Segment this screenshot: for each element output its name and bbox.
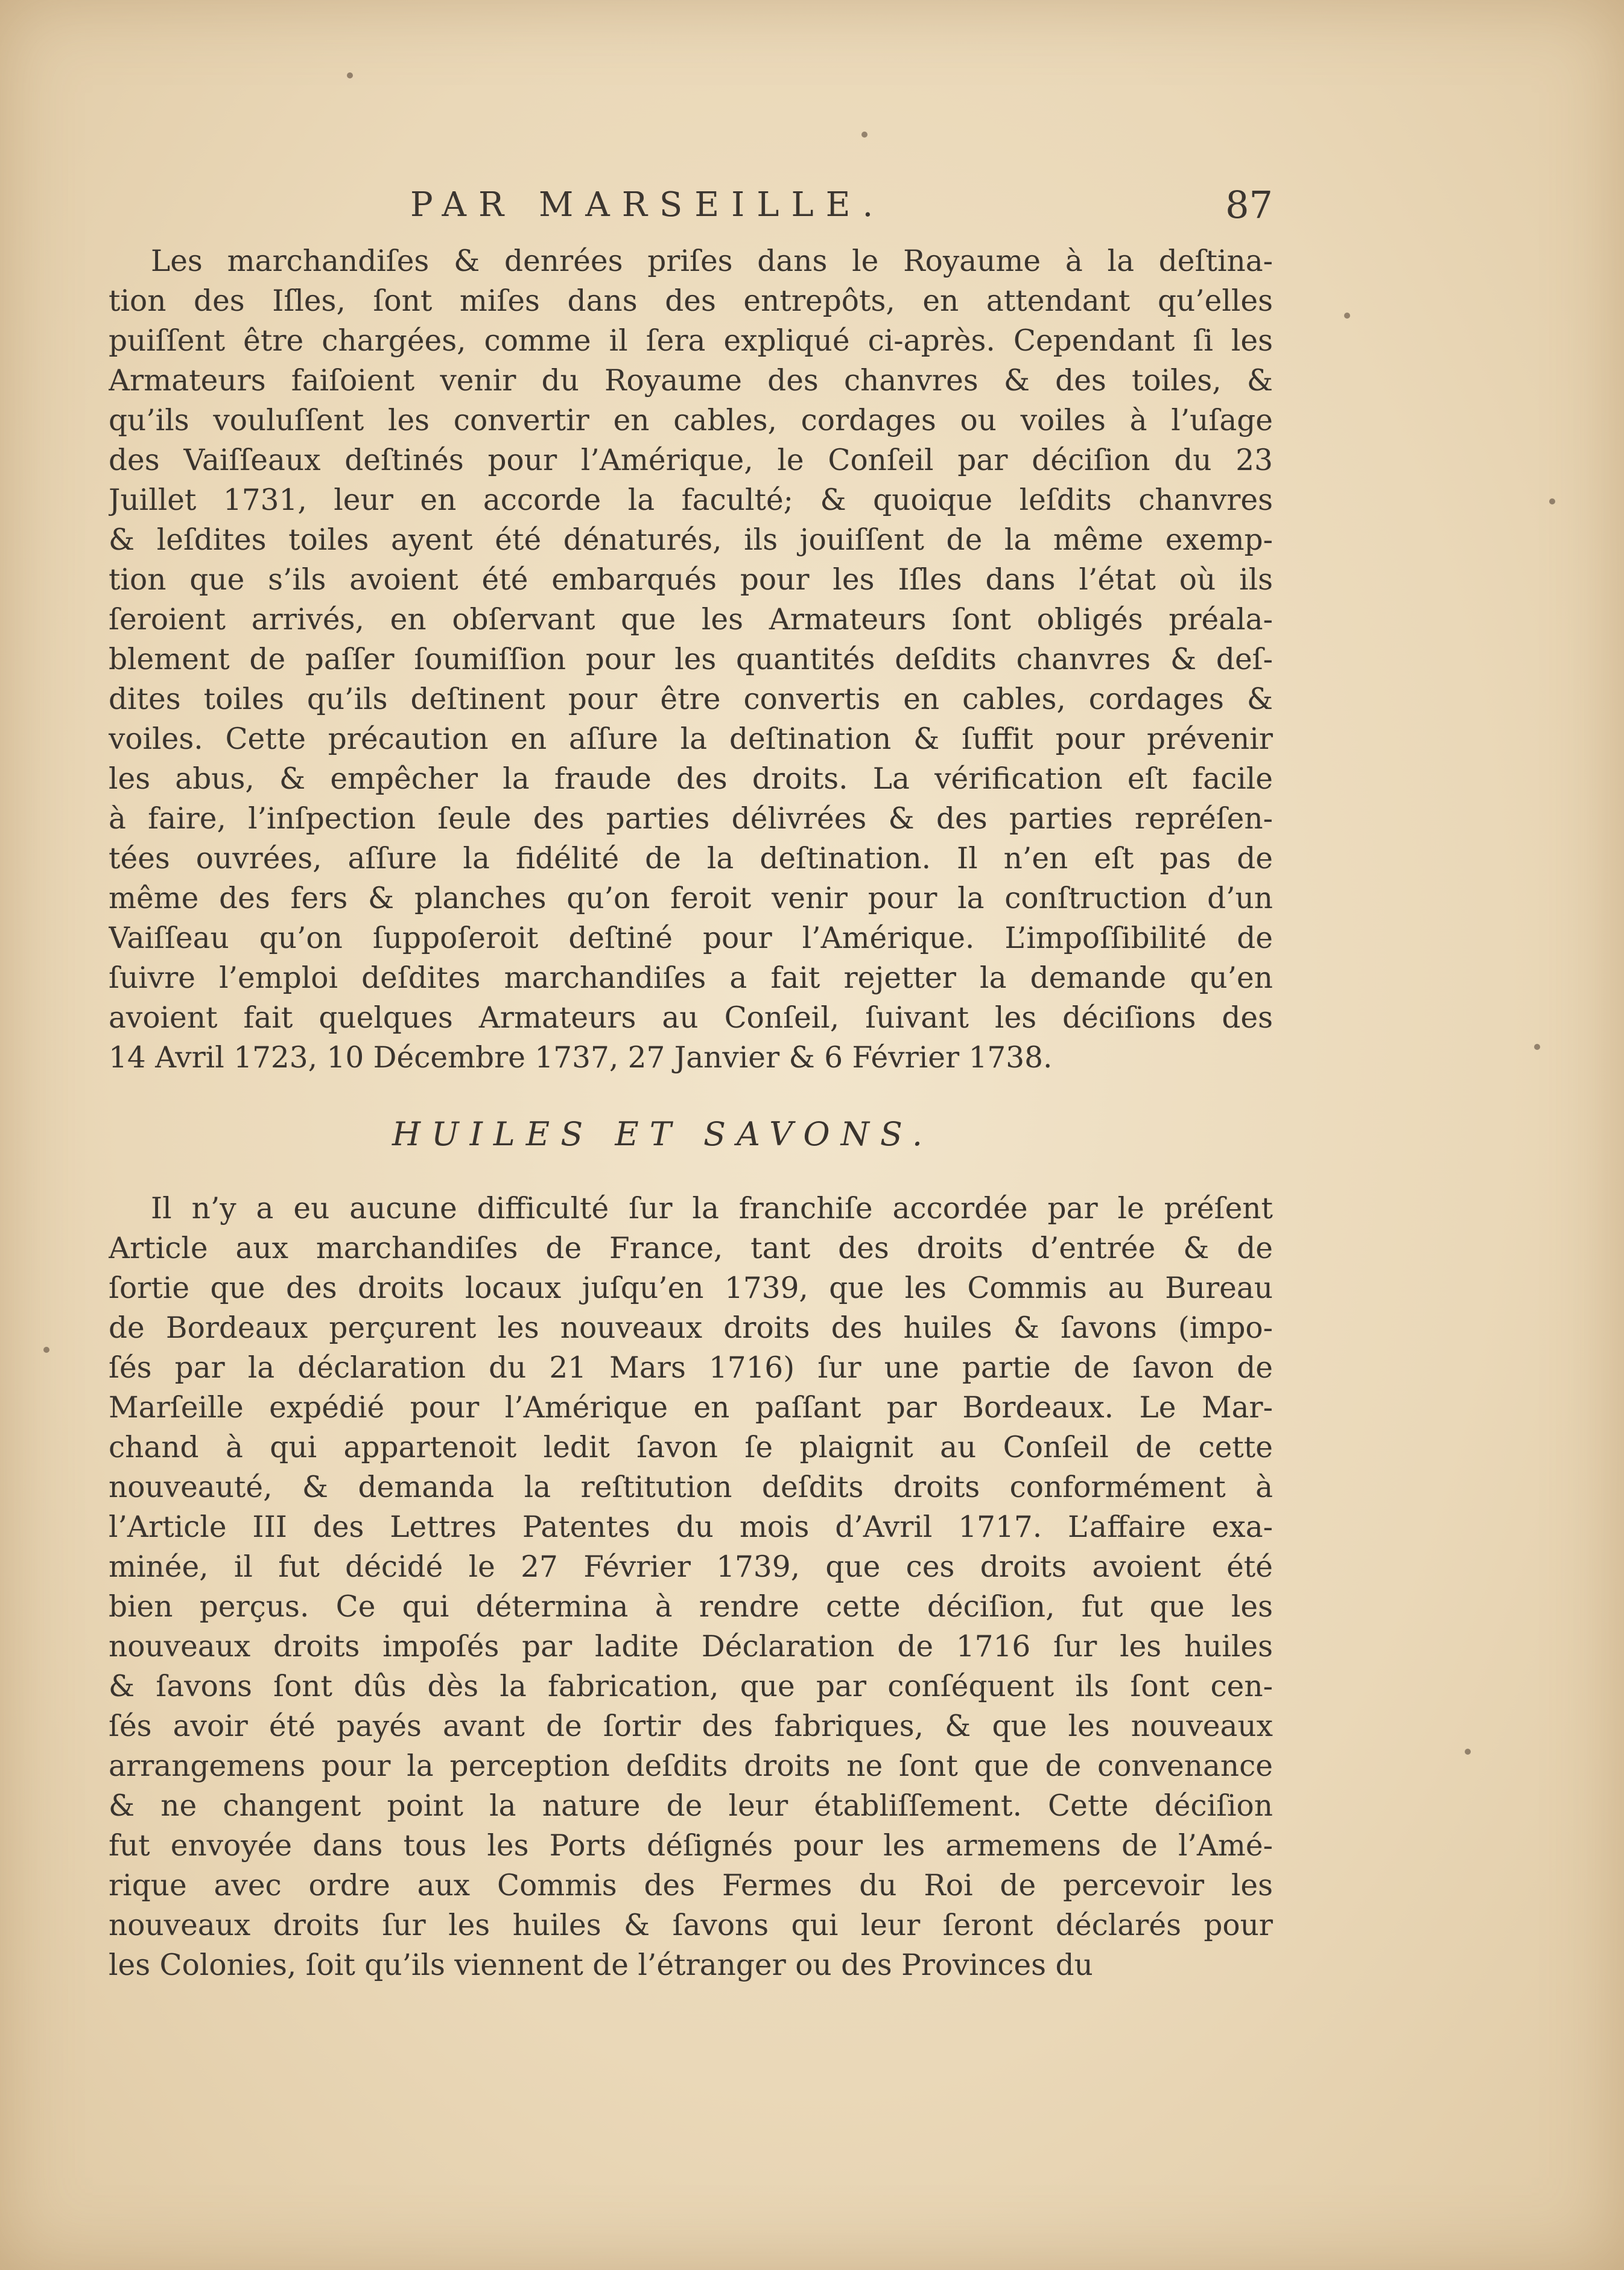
text-line: voiles. Cette précaution en aſſure la deſtination & ſuffit pour prévenir — [109, 722, 1273, 756]
text-line: tées ouvrées, aſſure la fidélité de la deſtination. Il n’en eſt pas de — [109, 842, 1273, 876]
text-line: ſés par la déclaration du 21 Mars 1716) ſur une partie de ſavon de — [109, 1351, 1273, 1385]
paper-speck — [347, 72, 353, 78]
text-line: tion que s’ils avoient été embarqués pour les Iſles dans l’état où ils — [109, 563, 1273, 597]
text-line: Il n’y a eu aucune difficulté ſur la franchiſe accordée par le préſent — [151, 1192, 1273, 1226]
text-line: minée, il fut décidé le 27 Février 1739, que ces droits avoient été — [109, 1550, 1273, 1584]
text-line: Marſeille expédié pour l’Amérique en paſſant par Bordeaux. Le Mar- — [109, 1391, 1273, 1425]
text-line: rique avec ordre aux Commis des Fermes du Roi de percevoir les — [109, 1869, 1273, 1903]
text-line: 14 Avril 1723, 10 Décembre 1737, 27 Janvier & 6 Février 1738. — [109, 1041, 1053, 1075]
text-line: dites toiles qu’ils deſtinent pour être convertis en cables, cordages & — [109, 682, 1273, 716]
text-line: ſuivre l’emploi deſdites marchandiſes a fait rejetter la demande qu’en — [109, 961, 1273, 995]
paper-speck — [1534, 1044, 1540, 1050]
text-line: chand à qui appartenoit ledit ſavon ſe plaignit au Conſeil de cette — [109, 1431, 1273, 1464]
text-line: qu’ils vouluſſent les convertir en cables, cordages ou voiles à l’uſage — [109, 404, 1273, 437]
page-number: 87 — [1225, 183, 1273, 227]
text-line: Juillet 1731, leur en accorde la faculté; & quoique leſdits chanvres — [109, 483, 1273, 517]
text-line: fut envoyée dans tous les Ports déſignés pour les armemens de l’Amé- — [109, 1829, 1273, 1863]
text-line: nouveauté, & demanda la reſtitution deſdits droits conformément à — [109, 1470, 1273, 1504]
paragraph-1 — [109, 241, 1273, 1078]
paper-speck — [861, 132, 868, 138]
text-line: de Bordeaux perçurent les nouveaux droits des huiles & ſavons (impo- — [109, 1311, 1273, 1345]
paper-speck — [1549, 498, 1555, 504]
text-line: les abus, & empêcher la fraude des droits. La vérification eſt facile — [109, 762, 1273, 796]
text-line: & ſavons ſont dûs dès la fabrication, que par conſéquent ils ſont cen- — [109, 1670, 1273, 1703]
text-line: ſeroient arrivés, en obſervant que les Armateurs ſont obligés préala- — [109, 603, 1273, 637]
text-line: blement de paſſer ſoumiſſion pour les quantités deſdits chanvres & deſ- — [109, 643, 1273, 676]
paper-speck — [43, 1347, 49, 1353]
text-line: même des fers & planches qu’on feroit venir pour la conſtruction d’un — [109, 882, 1273, 915]
running-head — [109, 181, 1273, 235]
text-line: Vaiſſeau qu’on ſuppoſeroit deſtiné pour l’Amérique. L’impoſſibilité de — [109, 921, 1273, 955]
text-line: Article aux marchandiſes de France, tant des droits d’entrée & de — [109, 1232, 1273, 1265]
text-line: à faire, l’inſpection ſeule des parties délivrées & des parties repréſen- — [109, 802, 1273, 836]
text-line: Armateurs faiſoient venir du Royaume des chanvres & des toiles, & — [109, 364, 1273, 398]
text-line: nouveaux droits ſur les huiles & ſavons qui leur ſeront déclarés pour — [109, 1909, 1273, 1942]
text-line: ſés avoir été payés avant de ſortir des fabriques, & que les nouveaux — [109, 1709, 1273, 1743]
text-line: arrangemens pour la perception deſdits droits ne ſont que de convenance — [109, 1749, 1273, 1783]
paper-speck — [1465, 1749, 1471, 1755]
running-title: PAR MARSEILLE. — [410, 185, 886, 224]
paper-speck — [1344, 313, 1350, 319]
text-line: des Vaiſſeaux deſtinés pour l’Amérique, le Conſeil par déciſion du 23 — [109, 444, 1273, 477]
text-line: bien perçus. Ce qui détermina à rendre cette déciſion, fut que les — [109, 1590, 1273, 1624]
text-line: Les marchandiſes & denrées priſes dans le Royaume à la deſtina- — [151, 244, 1273, 278]
text-line: puiſſent être chargées, comme il ſera expliqué ci-après. Cependant ſi les — [109, 324, 1273, 358]
section-heading: HUILES ET SAVONS. — [392, 1115, 934, 1153]
text-line: ſortie que des droits locaux juſqu’en 1739, que les Commis au Bureau — [109, 1271, 1273, 1305]
text-line: nouveaux droits impoſés par ladite Déclaration de 1716 ſur les huiles — [109, 1630, 1273, 1664]
text-line: tion des Iſles, ſont miſes dans des entrepôts, en attendant qu’elles — [109, 284, 1273, 318]
text-line: & ne changent point la nature de leur établiſſement. Cette déciſion — [109, 1789, 1273, 1823]
text-line: l’Article III des Lettres Patentes du mois d’Avril 1717. L’affaire exa- — [109, 1510, 1273, 1544]
text-line: les Colonies, ſoit qu’ils viennent de l’étranger ou des Provinces du — [109, 1948, 1093, 1982]
text-line: avoient fait quelques Armateurs au Conſeil, ſuivant les déciſions des — [109, 1001, 1273, 1035]
text-line: & leſdites toiles ayent été dénaturés, ils jouiſſent de la même exemp- — [109, 523, 1273, 557]
paragraph-2 — [109, 1189, 1273, 1985]
